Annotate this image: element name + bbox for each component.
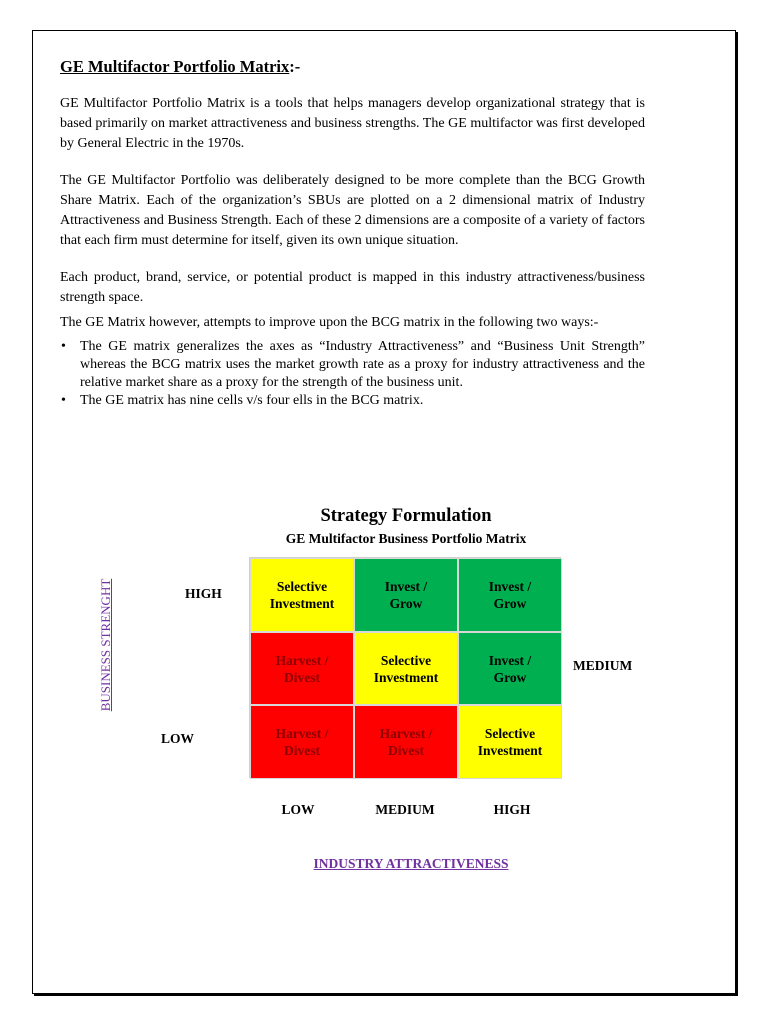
paragraph-design: The GE Multifactor Portfolio was deliberately designed to be more complete than the BCG Growth Share Matrix. Each of the organization’s SBUs are plotted on a 2 dimensional matrix of Industry Attractiveness and Business Strength. Each of these 2 dimensions are a composite of a variety of factors that each firm must determine for itself, given its own unique situation.	[60, 173, 645, 248]
paragraph-improve: The GE Matrix however, attempts to improve upon the BCG matrix in the following two ways:-	[60, 315, 599, 330]
matrix-cell	[458, 558, 562, 632]
matrix-cell-label	[385, 578, 427, 612]
row-label-low: LOW	[161, 731, 195, 746]
diagram-subtitle: GE Multifactor Business Portfolio Matrix	[285, 531, 527, 546]
col-label-high: HIGH	[493, 802, 531, 817]
matrix-cell-label-line: Harvest /	[275, 726, 329, 742]
matrix-cell-label	[276, 652, 329, 686]
matrix-cell-label-line: Investment	[477, 743, 543, 759]
matrix-cell-label-line: Investment	[269, 595, 335, 611]
matrix-cell-label-line: Grow	[389, 595, 423, 611]
matrix-cell-label-line: Divest	[284, 669, 320, 685]
matrix-cell-label	[276, 725, 329, 759]
matrix-cell-label	[270, 578, 335, 612]
bullet-item: • The GE matrix has nine cells v/s four ells in the BCG matrix.	[80, 392, 645, 410]
matrix-cell-label-line: Selective	[276, 578, 328, 594]
bullet-item: • The GE matrix generalizes the axes as “Industry Attractiveness” and “Business Unit Strength” whereas the BCG matrix uses the market growth rate as a proxy for industry attractiveness and the relative market share as a proxy for the strength of the business unit.	[80, 338, 645, 392]
matrix-cell-label	[380, 725, 433, 759]
matrix-cell-label-line: Divest	[388, 743, 424, 759]
matrix-cell-label-line: Harvest /	[379, 726, 433, 742]
paragraph-intro: GE Multifactor Portfolio Matrix is a tools that helps managers develop organizational strategy that is based primarily on market attractiveness and business strengths. The GE multifactor was first developed by General Electric in the 1970s.	[60, 96, 645, 151]
row-label-medium: MEDIUM	[573, 658, 633, 673]
matrix-cell-label-line: Selective	[484, 726, 536, 742]
matrix-cell-label-line: Investment	[373, 669, 439, 685]
col-label-low: LOW	[281, 802, 315, 817]
matrix-cell-label-line: Invest /	[384, 578, 428, 594]
diagram-title: Strategy Formulation	[320, 506, 492, 526]
matrix-cell-label	[489, 652, 531, 686]
matrix-grid	[249, 557, 561, 778]
matrix-cell-label-line: Selective	[380, 652, 432, 668]
matrix-cell-label-line: Invest /	[488, 578, 532, 594]
matrix-cell-label	[374, 652, 439, 686]
matrix-cell	[354, 705, 458, 779]
matrix-cell-label-line: Divest	[284, 743, 320, 759]
matrix-cell-label-line: Grow	[493, 595, 527, 611]
document-heading	[60, 56, 645, 78]
matrix-cell	[458, 705, 562, 779]
matrix-cell-label-line: Grow	[493, 669, 527, 685]
paragraph-mapping: Each product, brand, service, or potential product is mapped in this industry attractiveness/business strength space.	[60, 270, 645, 305]
matrix-cell	[354, 558, 458, 632]
matrix-cell-label	[478, 725, 543, 759]
matrix-cell	[250, 705, 354, 779]
matrix-cell-label-line: Harvest /	[275, 652, 329, 668]
heading-text: GE Multifactor Portfolio Matrix	[60, 57, 290, 76]
y-axis-label: BUSINESS STRENGHT	[98, 578, 113, 712]
heading-suffix: :-	[289, 57, 301, 76]
bullet-list	[60, 338, 645, 410]
x-axis-label: INDUSTRY ATTRACTIVENESS	[313, 856, 509, 871]
matrix-cell-label-line: Invest /	[488, 652, 532, 668]
row-label-high: HIGH	[185, 586, 222, 601]
matrix-cell	[250, 558, 354, 632]
matrix-cell	[354, 632, 458, 706]
matrix-cell	[458, 632, 562, 706]
document-body	[60, 56, 645, 410]
col-label-medium: MEDIUM	[375, 802, 435, 817]
matrix-cell-label	[489, 578, 531, 612]
matrix-cell	[250, 632, 354, 706]
